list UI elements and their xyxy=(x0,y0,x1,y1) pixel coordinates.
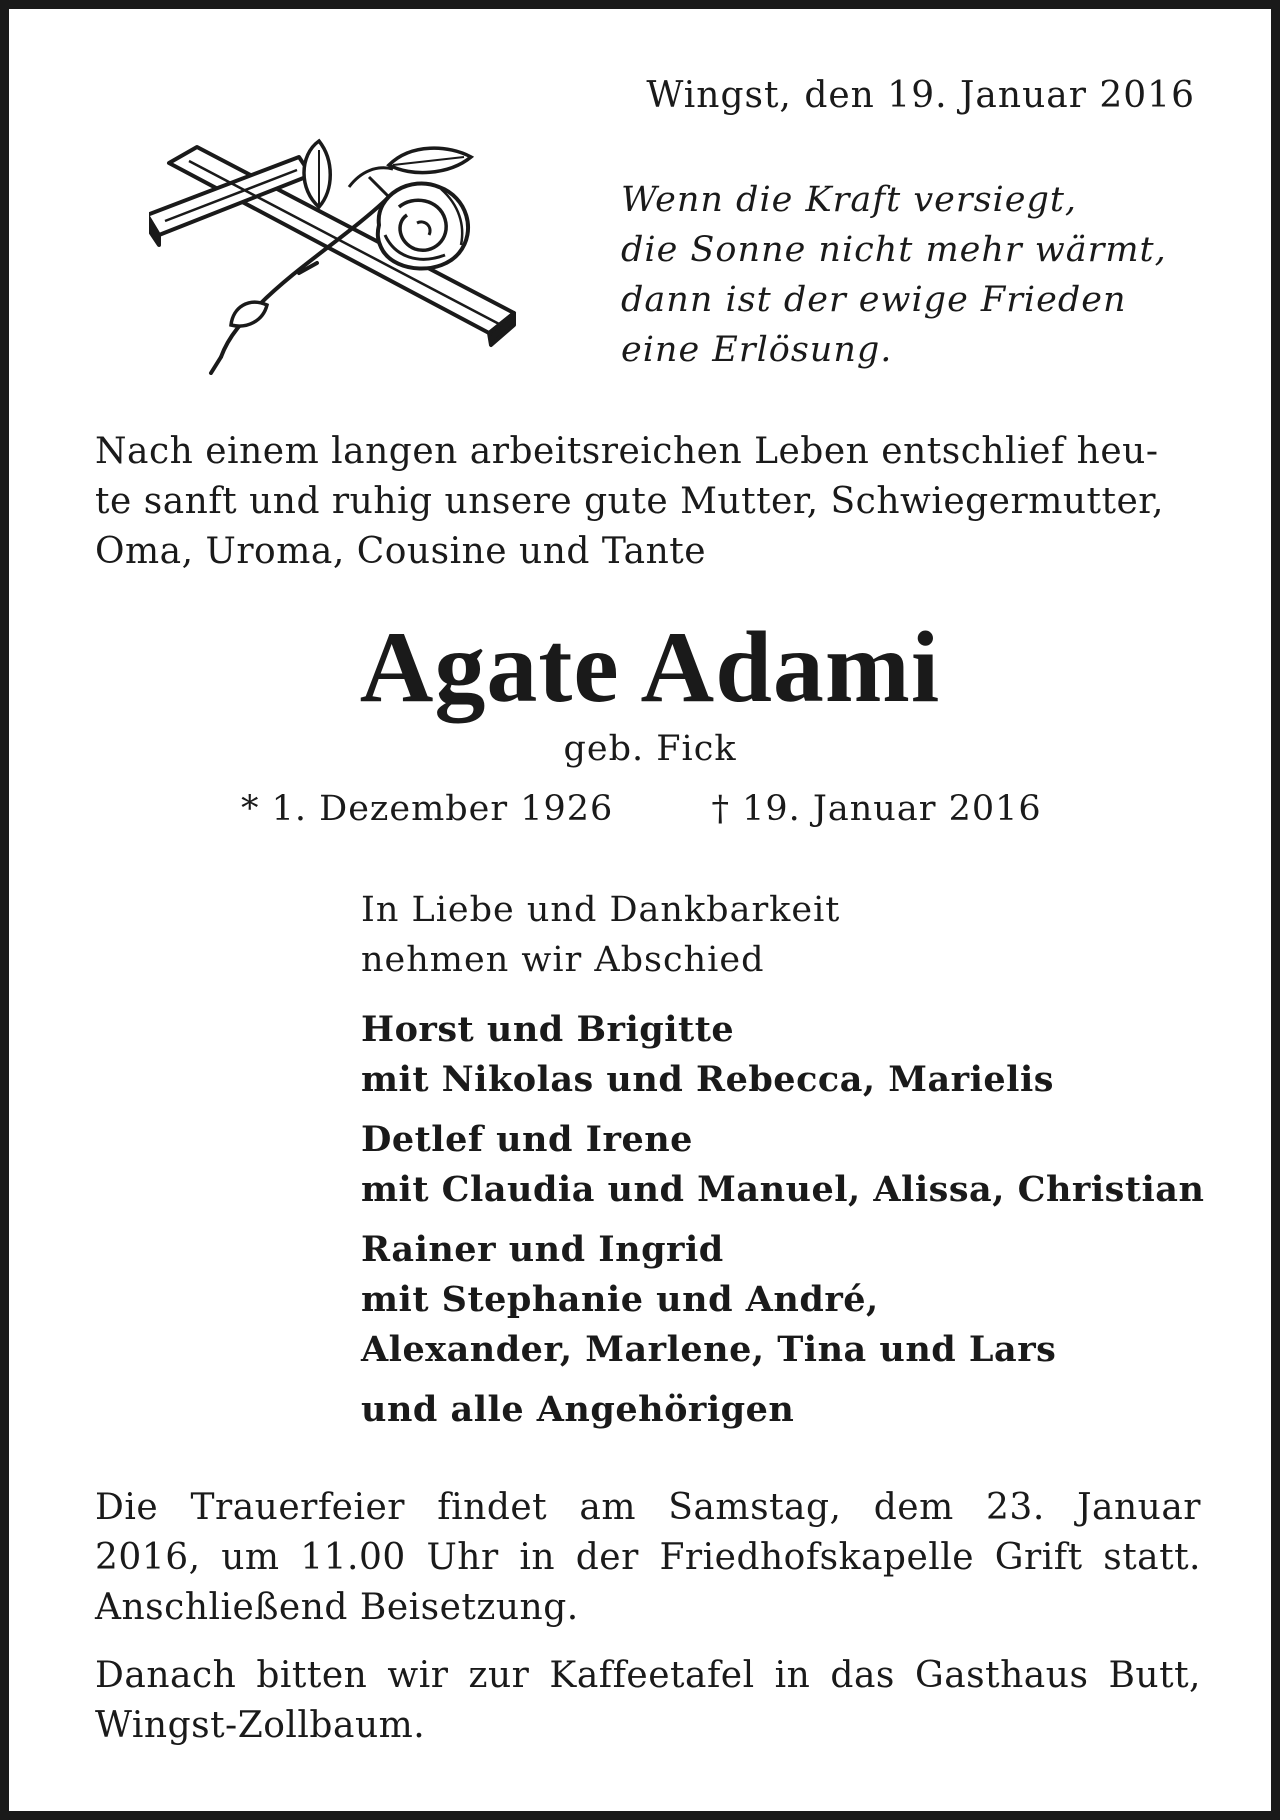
service-paragraph xyxy=(95,1483,1201,1633)
intro-paragraph xyxy=(95,427,1205,577)
family-line: Alexander, Marlene, Tina und Lars xyxy=(361,1329,1057,1370)
mourners-list xyxy=(361,1005,1204,1445)
family-line: Horst und Brigitte xyxy=(361,1009,735,1050)
family-group xyxy=(361,1115,1204,1215)
family-line: und alle Angehörigen xyxy=(361,1389,795,1430)
family-group xyxy=(361,1005,1204,1105)
birth-date: * 1. Dezember 1926 xyxy=(241,789,614,829)
motto-line: Wenn die Kraft versiegt, xyxy=(621,180,1078,220)
service-line: Anschließend Beisetzung. xyxy=(95,1587,579,1628)
life-dates xyxy=(241,789,1042,829)
intro-line: te sanft und ruhig unsere gute Mutter, Schwiegermutter, xyxy=(95,481,1164,522)
farewell-line: nehmen wir Abschied xyxy=(361,940,765,980)
closing-information xyxy=(95,1483,1201,1751)
service-line: 2016, um 11.00 Uhr in der Friedhofskapelle Grift statt. xyxy=(95,1537,1201,1578)
farewell-line: In Liebe und Dankbarkeit xyxy=(361,890,841,930)
motto-line: die Sonne nicht mehr wärmt, xyxy=(621,230,1167,270)
reception-paragraph xyxy=(95,1651,1201,1751)
family-line: mit Claudia und Manuel, Alissa, Christian xyxy=(361,1169,1205,1210)
motto-line: eine Erlösung. xyxy=(621,330,893,370)
cross-with-rose-icon xyxy=(149,135,529,375)
family-group xyxy=(361,1385,1204,1435)
family-group xyxy=(361,1225,1204,1375)
intro-line: Oma, Uroma, Cousine und Tante xyxy=(95,531,707,572)
farewell-text xyxy=(361,885,840,985)
intro-line: Nach einem langen arbeitsreichen Leben entschlief heu- xyxy=(95,431,1159,472)
reception-line: Wingst-Zollbaum. xyxy=(95,1705,426,1746)
family-line: Rainer und Ingrid xyxy=(361,1229,724,1270)
death-date: † 19. Januar 2016 xyxy=(711,789,1042,829)
deceased-name: Agate Adami xyxy=(359,611,941,724)
place-and-date: Wingst, den 19. Januar 2016 xyxy=(646,75,1195,116)
family-line: Detlef und Irene xyxy=(361,1119,693,1160)
motto-verse xyxy=(621,175,1167,375)
service-line: Die Trauerfeier findet am Samstag, dem 23. Januar xyxy=(95,1487,1201,1528)
reception-line: Danach bitten wir zur Kaffeetafel in das Gasthaus Butt, xyxy=(95,1655,1201,1696)
family-line: mit Nikolas und Rebecca, Marielis xyxy=(361,1059,1054,1100)
family-line: mit Stephanie und André, xyxy=(361,1279,879,1320)
maiden-name: geb. Fick xyxy=(563,729,737,769)
motto-line: dann ist der ewige Frieden xyxy=(621,280,1127,320)
